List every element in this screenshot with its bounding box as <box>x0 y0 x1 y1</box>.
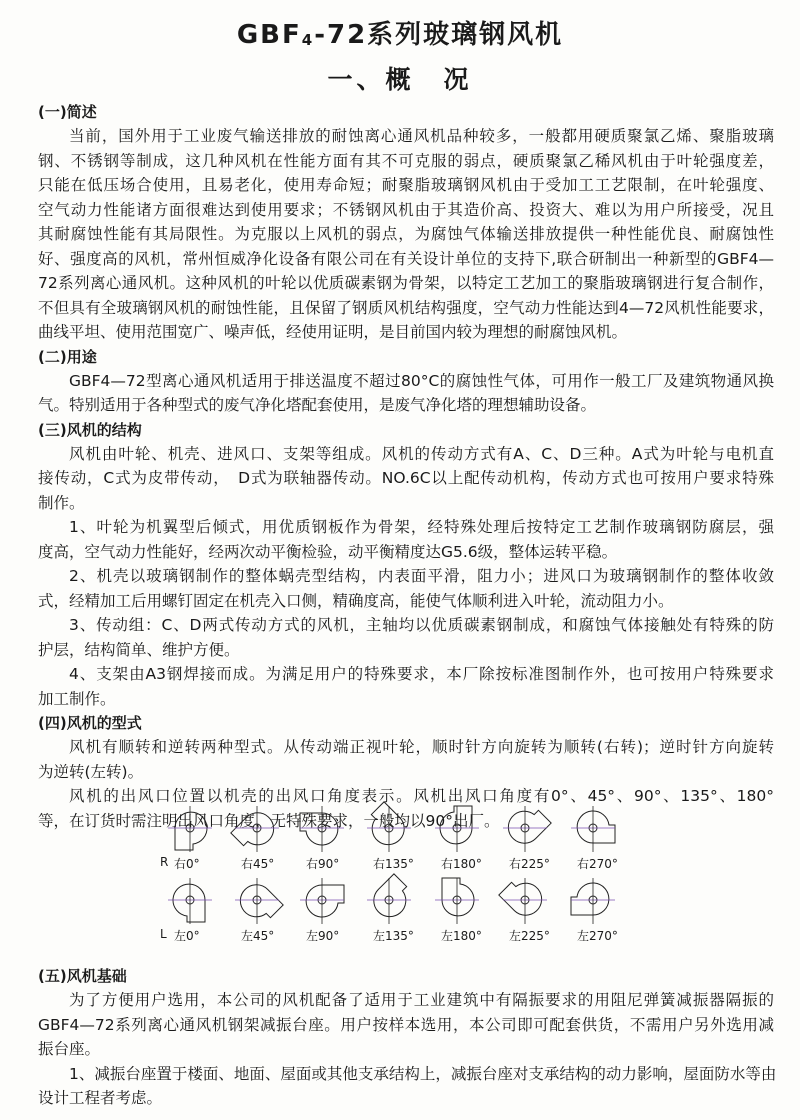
text-line: 式，经精加工后用螺钉固定在机壳入口侧，精确度高，能使气体顺利进入叶轮，流动阻力小。 <box>38 591 674 610</box>
text-line: 风机由叶轮、机壳、进风口、支架等组成。风机的传动方式有A、C、D三种。A式为叶轮与电机直 <box>69 444 774 463</box>
section-heading: (一)简述 <box>38 103 97 121</box>
fan-outlet-label: 右180° <box>441 857 482 871</box>
text-line: 只能在低压场合使用，且易老化，使用寿命短；耐聚脂玻璃钢风机由于受加工工艺限制，在叶轮强度、 <box>38 176 774 194</box>
text-line: 接传动，C式为皮带传动， D式为联轴器传动。NO.6C以上配传动机构，传动方式也可按用户要求特殊 <box>38 469 774 487</box>
title-subscript: 4 <box>301 31 315 49</box>
text-line: 3、传动组：C、D两式传动方式的风机，主轴均以优质碳素钢制成，和腐蚀气体接触处有特殊的防 <box>69 616 774 634</box>
fan-outlet-diagrams <box>150 800 630 950</box>
fan-outlet-diagram <box>495 800 555 856</box>
text-line: 当前，国外用于工业废气输送排放的耐蚀离心通风机品种较多，一般都用硬质聚氯乙烯、聚脂玻璃 <box>69 127 774 145</box>
fan-outlet-label: 右225° <box>509 857 550 871</box>
text-line: 1、减振台座置于楼面、地面、屋面或其他支承结构上，减振台座对支承结构的动力影响，屋面防水等由 <box>69 1064 777 1083</box>
text-line: 不但具有全玻璃钢风机的耐蚀性能，且保留了钢质风机结构强度，空气动力性能达到4—72风机性能要求， <box>38 298 774 317</box>
fan-outlet-label: 左0° <box>174 929 200 943</box>
fan-outlet-diagram <box>495 872 555 928</box>
text-line: 风机的出风口位置以机壳的出风口角度表示。风机出风口角度有0°、45°、90°、135°、180° <box>69 787 774 805</box>
text-line: 制作。 <box>38 493 85 512</box>
section-heading: (四)风机的型式 <box>38 714 142 732</box>
text-line: 1、叶轮为机翼型后倾式，用优质钢板作为骨架，经特殊处理后按特定工艺制作玻璃钢防腐层，强 <box>69 518 774 536</box>
fan-outlet-label: 右135° <box>373 857 414 871</box>
text-line: GBF4—72型离心通风机适用于排送温度不超过80°C的腐蚀性气体，可用作一般工厂及建筑物通风换 <box>69 371 774 390</box>
title-prefix: GBF <box>236 20 302 50</box>
text-line: 护层，结构简单、维护方便。 <box>38 640 240 659</box>
fan-outlet-diagram <box>292 800 352 856</box>
fan-outlet-diagram <box>160 800 220 856</box>
fan-outlet-diagram <box>227 872 287 928</box>
fan-outlet-diagram <box>359 872 419 928</box>
fan-outlet-diagram <box>427 872 487 928</box>
fan-outlet-diagram <box>427 800 487 856</box>
fan-outlet-label: 右90° <box>306 857 340 871</box>
text-line: 4、支架由A3钢焊接而成。为满足用户的特殊要求，本厂除按标准图制作外，也可按用户特殊要求 <box>69 665 774 683</box>
text-line: 为了方便用户选用，本公司的风机配备了适用于工业建筑中有隔振要求的用阻尼弹簧减振器隔振的 <box>69 991 774 1009</box>
page-title <box>0 14 800 51</box>
section-heading: (二)用途 <box>38 347 97 366</box>
body-text <box>38 100 774 833</box>
fan-outlet-label: 右0° <box>174 857 200 871</box>
fan-outlet-label: 右45° <box>241 857 275 871</box>
text-line: 为逆转(左转)。 <box>38 762 144 781</box>
text-line: 气。特别适用于各种型式的废气净化塔配套使用，是废气净化塔的理想辅助设备。 <box>38 396 597 414</box>
text-line: 曲线平坦、使用范围宽广、噪声低，经使用证明，是目前国内较为理想的耐腐蚀风机。 <box>38 323 628 341</box>
fan-outlet-label: 左180° <box>441 929 482 943</box>
text-line: 2、机壳以玻璃钢制作的整体蜗壳型结构，内表面平滑，阻力小；进风口为玻璃钢制作的整体收敛 <box>69 567 774 585</box>
text-line: 空气动力性能诸方面很难达到使用要求；不锈钢风机由于其造价高、投资大、难以为用户所接受，况且 <box>38 200 774 219</box>
fan-outlet-label: 左45° <box>241 929 275 943</box>
fan-outlet-diagram <box>292 872 352 928</box>
text-line: 风机有顺转和逆转两种型式。从传动端正视叶轮，顺时针方向旋转为顺转(右转)；逆时针方向旋转 <box>69 738 774 756</box>
section-foundation <box>38 964 777 1111</box>
fan-outlet-label: 左270° <box>577 929 618 943</box>
section-heading: (五)风机基础 <box>38 967 127 985</box>
text-line: 加工制作。 <box>38 689 116 708</box>
title-suffix: -72系列玻璃钢风机 <box>314 20 564 50</box>
text-line: GBF4—72系列离心通风机钢架减振台座。用户按样本选用，本公司即可配套供货，不需用户另外选用减 <box>38 1015 774 1034</box>
text-line: 度高，空气动力性能好，经两次动平衡检验，动平衡精度达G5.6级，整体运转平稳。 <box>38 542 618 561</box>
fan-outlet-diagram <box>227 800 287 856</box>
text-line: 钢、不锈钢等制成，这几种风机在性能方面有其不可克服的弱点，硬质聚氯乙稀风机由于叶轮强度差， <box>38 151 774 170</box>
text-line: 等，在订货时需注明出风口角度，无特殊要求，一般均以90°出厂。 <box>38 811 500 830</box>
fan-outlet-label: 左225° <box>509 929 550 943</box>
fan-outlet-diagram <box>563 872 623 928</box>
section-heading: (三)风机的结构 <box>38 420 142 439</box>
fan-outlet-diagram <box>160 872 220 928</box>
text-line: 设计工程者考虑。 <box>38 1089 163 1107</box>
fan-outlet-label: 左90° <box>306 929 340 943</box>
row-label: R <box>160 855 169 869</box>
fan-outlet-diagram <box>359 800 419 856</box>
chapter-heading: 一、概 况 <box>327 65 473 94</box>
text-line: 振台座。 <box>38 1040 101 1058</box>
text-line: 72系列离心通风机。这种风机的叶轮以优质碳素钢为骨架，以特定工艺加工的聚脂玻璃钢进行复合制作， <box>38 274 774 292</box>
row-label: L <box>160 927 167 941</box>
text-line: 其耐腐蚀性能有其局限性。为克服以上风机的弱点，为腐蚀气体输送排放提供一种性能优良、耐腐蚀性 <box>38 225 774 243</box>
fan-outlet-diagram <box>563 800 623 856</box>
text-line: 好、强度高的风机，常州恒威净化设备有限公司在有关设计单位的支持下,联合研制出一种新型的GBF4— <box>38 249 774 268</box>
fan-outlet-label: 左135° <box>373 929 414 943</box>
fan-outlet-label: 右270° <box>577 857 618 871</box>
